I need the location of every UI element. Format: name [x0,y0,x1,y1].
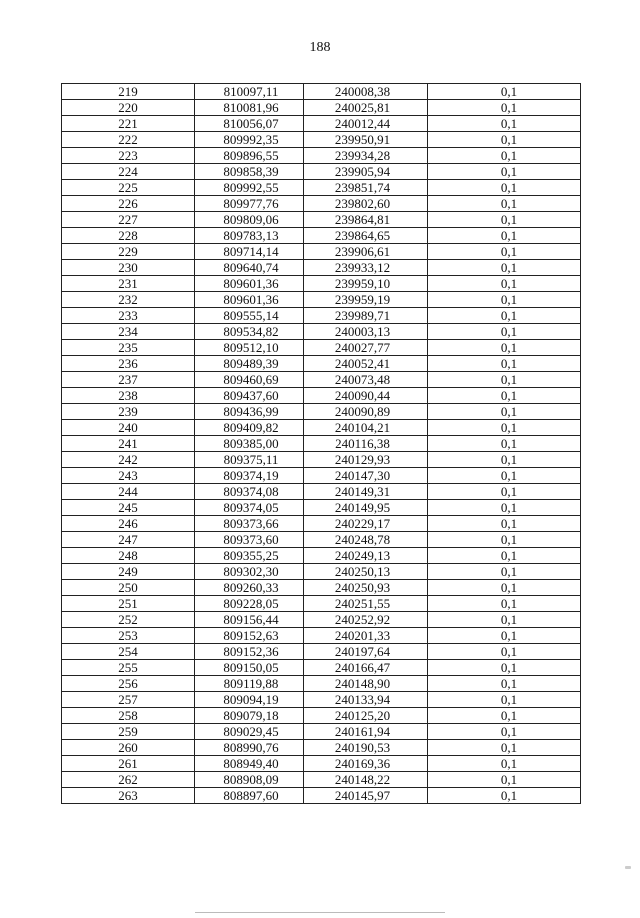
y-coordinate-cell: 240025,81 [304,100,428,116]
x-coordinate-cell: 809228,05 [195,596,304,612]
table-row [62,276,581,292]
y-coordinate-cell: 240052,41 [304,356,428,372]
x-coordinate-cell: 809858,39 [195,164,304,180]
accuracy-cell: 0,1 [428,708,581,724]
accuracy-cell: 0,1 [428,596,581,612]
point-number-cell: 248 [62,548,195,564]
table-row [62,356,581,372]
point-number-cell: 236 [62,356,195,372]
accuracy-cell: 0,1 [428,180,581,196]
x-coordinate-cell: 809029,45 [195,724,304,740]
x-coordinate-cell: 809385,00 [195,436,304,452]
y-coordinate-cell: 239864,65 [304,228,428,244]
x-coordinate-cell: 809375,11 [195,452,304,468]
point-number-cell: 253 [62,628,195,644]
point-number-cell: 225 [62,180,195,196]
y-coordinate-cell: 239959,10 [304,276,428,292]
point-number-cell: 232 [62,292,195,308]
x-coordinate-cell: 809896,55 [195,148,304,164]
table-row [62,772,581,788]
y-coordinate-cell: 239934,28 [304,148,428,164]
table-row [62,164,581,180]
table-row [62,660,581,676]
table-row [62,628,581,644]
y-coordinate-cell: 239864,81 [304,212,428,228]
y-coordinate-cell: 240166,47 [304,660,428,676]
point-number-cell: 228 [62,228,195,244]
y-coordinate-cell: 240148,22 [304,772,428,788]
scan-mark [625,866,631,869]
table-row [62,372,581,388]
point-number-cell: 233 [62,308,195,324]
table-row [62,116,581,132]
accuracy-cell: 0,1 [428,644,581,660]
y-coordinate-cell: 239851,74 [304,180,428,196]
x-coordinate-cell: 808990,76 [195,740,304,756]
table-row [62,788,581,804]
x-coordinate-cell: 809601,36 [195,276,304,292]
table-row [62,724,581,740]
point-number-cell: 255 [62,660,195,676]
point-number-cell: 238 [62,388,195,404]
point-number-cell: 239 [62,404,195,420]
x-coordinate-cell: 809152,36 [195,644,304,660]
y-coordinate-cell: 240104,21 [304,420,428,436]
table-row [62,500,581,516]
accuracy-cell: 0,1 [428,740,581,756]
point-number-cell: 254 [62,644,195,660]
point-number-cell: 245 [62,500,195,516]
x-coordinate-cell: 809260,33 [195,580,304,596]
x-coordinate-cell: 809534,82 [195,324,304,340]
accuracy-cell: 0,1 [428,692,581,708]
accuracy-cell: 0,1 [428,276,581,292]
x-coordinate-cell: 809373,66 [195,516,304,532]
point-number-cell: 249 [62,564,195,580]
y-coordinate-cell: 240147,30 [304,468,428,484]
accuracy-cell: 0,1 [428,404,581,420]
table-row [62,308,581,324]
y-coordinate-cell: 240197,64 [304,644,428,660]
point-number-cell: 252 [62,612,195,628]
x-coordinate-cell: 808949,40 [195,756,304,772]
point-number-cell: 256 [62,676,195,692]
table-row [62,756,581,772]
table-row [62,612,581,628]
accuracy-cell: 0,1 [428,420,581,436]
table-row [62,468,581,484]
accuracy-cell: 0,1 [428,484,581,500]
y-coordinate-cell: 240012,44 [304,116,428,132]
table-row [62,340,581,356]
y-coordinate-cell: 239959,19 [304,292,428,308]
point-number-cell: 260 [62,740,195,756]
table-row [62,564,581,580]
y-coordinate-cell: 240145,97 [304,788,428,804]
x-coordinate-cell: 809409,82 [195,420,304,436]
x-coordinate-cell: 809374,08 [195,484,304,500]
point-number-cell: 251 [62,596,195,612]
accuracy-cell: 0,1 [428,772,581,788]
table-row [62,84,581,100]
y-coordinate-cell: 240090,89 [304,404,428,420]
x-coordinate-cell: 809302,30 [195,564,304,580]
x-coordinate-cell: 809094,19 [195,692,304,708]
accuracy-cell: 0,1 [428,436,581,452]
table-row [62,580,581,596]
y-coordinate-cell: 239933,12 [304,260,428,276]
table-row [62,676,581,692]
table-row [62,548,581,564]
accuracy-cell: 0,1 [428,372,581,388]
x-coordinate-cell: 809373,60 [195,532,304,548]
y-coordinate-cell: 239950,91 [304,132,428,148]
accuracy-cell: 0,1 [428,756,581,772]
point-number-cell: 259 [62,724,195,740]
x-coordinate-cell: 809374,19 [195,468,304,484]
y-coordinate-cell: 240129,93 [304,452,428,468]
point-number-cell: 223 [62,148,195,164]
point-number-cell: 237 [62,372,195,388]
y-coordinate-cell: 240149,95 [304,500,428,516]
y-coordinate-cell: 240169,36 [304,756,428,772]
point-number-cell: 234 [62,324,195,340]
accuracy-cell: 0,1 [428,548,581,564]
table-row [62,692,581,708]
accuracy-cell: 0,1 [428,260,581,276]
x-coordinate-cell: 809992,35 [195,132,304,148]
table-row [62,244,581,260]
accuracy-cell: 0,1 [428,100,581,116]
table-row [62,132,581,148]
table-row [62,180,581,196]
x-coordinate-cell: 809374,05 [195,500,304,516]
y-coordinate-cell: 240248,78 [304,532,428,548]
y-coordinate-cell: 240133,94 [304,692,428,708]
table-row [62,708,581,724]
accuracy-cell: 0,1 [428,196,581,212]
table-row [62,516,581,532]
accuracy-cell: 0,1 [428,532,581,548]
accuracy-cell: 0,1 [428,516,581,532]
point-number-cell: 246 [62,516,195,532]
table-row [62,644,581,660]
point-number-cell: 230 [62,260,195,276]
y-coordinate-cell: 239905,94 [304,164,428,180]
bottom-divider [195,912,445,913]
accuracy-cell: 0,1 [428,580,581,596]
x-coordinate-cell: 809437,60 [195,388,304,404]
x-coordinate-cell: 810081,96 [195,100,304,116]
x-coordinate-cell: 809355,25 [195,548,304,564]
point-number-cell: 240 [62,420,195,436]
y-coordinate-cell: 240250,93 [304,580,428,596]
accuracy-cell: 0,1 [428,612,581,628]
accuracy-cell: 0,1 [428,660,581,676]
x-coordinate-cell: 809992,55 [195,180,304,196]
point-number-cell: 222 [62,132,195,148]
point-number-cell: 220 [62,100,195,116]
x-coordinate-cell: 809460,69 [195,372,304,388]
coordinates-table-body [62,84,581,804]
y-coordinate-cell: 240073,48 [304,372,428,388]
point-number-cell: 244 [62,484,195,500]
accuracy-cell: 0,1 [428,628,581,644]
accuracy-cell: 0,1 [428,788,581,804]
table-row [62,212,581,228]
point-number-cell: 262 [62,772,195,788]
point-number-cell: 257 [62,692,195,708]
table-row [62,596,581,612]
accuracy-cell: 0,1 [428,468,581,484]
y-coordinate-cell: 240161,94 [304,724,428,740]
table-row [62,324,581,340]
point-number-cell: 241 [62,436,195,452]
x-coordinate-cell: 809489,39 [195,356,304,372]
table-row [62,420,581,436]
x-coordinate-cell: 809156,44 [195,612,304,628]
table-row [62,436,581,452]
accuracy-cell: 0,1 [428,84,581,100]
table-row [62,292,581,308]
x-coordinate-cell: 808897,60 [195,788,304,804]
table-row [62,148,581,164]
y-coordinate-cell: 240250,13 [304,564,428,580]
y-coordinate-cell: 240148,90 [304,676,428,692]
y-coordinate-cell: 240252,92 [304,612,428,628]
table-row [62,404,581,420]
table-row [62,452,581,468]
table-row [62,532,581,548]
x-coordinate-cell: 809119,88 [195,676,304,692]
point-number-cell: 229 [62,244,195,260]
point-number-cell: 242 [62,452,195,468]
x-coordinate-cell: 809555,14 [195,308,304,324]
table-row [62,100,581,116]
y-coordinate-cell: 240251,55 [304,596,428,612]
x-coordinate-cell: 809150,05 [195,660,304,676]
accuracy-cell: 0,1 [428,292,581,308]
x-coordinate-cell: 809640,74 [195,260,304,276]
table-row [62,260,581,276]
accuracy-cell: 0,1 [428,308,581,324]
table-row [62,388,581,404]
accuracy-cell: 0,1 [428,340,581,356]
x-coordinate-cell: 809809,06 [195,212,304,228]
y-coordinate-cell: 239989,71 [304,308,428,324]
table-row [62,196,581,212]
x-coordinate-cell: 809714,14 [195,244,304,260]
point-number-cell: 221 [62,116,195,132]
y-coordinate-cell: 240003,13 [304,324,428,340]
accuracy-cell: 0,1 [428,212,581,228]
point-number-cell: 219 [62,84,195,100]
y-coordinate-cell: 240027,77 [304,340,428,356]
point-number-cell: 227 [62,212,195,228]
y-coordinate-cell: 240090,44 [304,388,428,404]
accuracy-cell: 0,1 [428,132,581,148]
accuracy-cell: 0,1 [428,164,581,180]
point-number-cell: 243 [62,468,195,484]
accuracy-cell: 0,1 [428,500,581,516]
accuracy-cell: 0,1 [428,356,581,372]
point-number-cell: 235 [62,340,195,356]
point-number-cell: 261 [62,756,195,772]
x-coordinate-cell: 809512,10 [195,340,304,356]
coordinates-table-wrapper [61,83,580,804]
y-coordinate-cell: 240190,53 [304,740,428,756]
y-coordinate-cell: 239906,61 [304,244,428,260]
accuracy-cell: 0,1 [428,244,581,260]
table-row [62,740,581,756]
x-coordinate-cell: 809783,13 [195,228,304,244]
accuracy-cell: 0,1 [428,724,581,740]
x-coordinate-cell: 809152,63 [195,628,304,644]
accuracy-cell: 0,1 [428,148,581,164]
table-row [62,484,581,500]
point-number-cell: 258 [62,708,195,724]
y-coordinate-cell: 240125,20 [304,708,428,724]
y-coordinate-cell: 240149,31 [304,484,428,500]
y-coordinate-cell: 240249,13 [304,548,428,564]
point-number-cell: 224 [62,164,195,180]
page-number: 188 [309,40,331,55]
point-number-cell: 247 [62,532,195,548]
point-number-cell: 263 [62,788,195,804]
x-coordinate-cell: 809601,36 [195,292,304,308]
accuracy-cell: 0,1 [428,228,581,244]
y-coordinate-cell: 240008,38 [304,84,428,100]
accuracy-cell: 0,1 [428,452,581,468]
y-coordinate-cell: 240116,38 [304,436,428,452]
accuracy-cell: 0,1 [428,324,581,340]
table-row [62,228,581,244]
accuracy-cell: 0,1 [428,388,581,404]
accuracy-cell: 0,1 [428,676,581,692]
accuracy-cell: 0,1 [428,116,581,132]
x-coordinate-cell: 808908,09 [195,772,304,788]
y-coordinate-cell: 240201,33 [304,628,428,644]
point-number-cell: 226 [62,196,195,212]
y-coordinate-cell: 240229,17 [304,516,428,532]
point-number-cell: 250 [62,580,195,596]
accuracy-cell: 0,1 [428,564,581,580]
x-coordinate-cell: 810097,11 [195,84,304,100]
x-coordinate-cell: 809436,99 [195,404,304,420]
y-coordinate-cell: 239802,60 [304,196,428,212]
x-coordinate-cell: 810056,07 [195,116,304,132]
x-coordinate-cell: 809977,76 [195,196,304,212]
coordinates-table [61,83,581,804]
x-coordinate-cell: 809079,18 [195,708,304,724]
point-number-cell: 231 [62,276,195,292]
